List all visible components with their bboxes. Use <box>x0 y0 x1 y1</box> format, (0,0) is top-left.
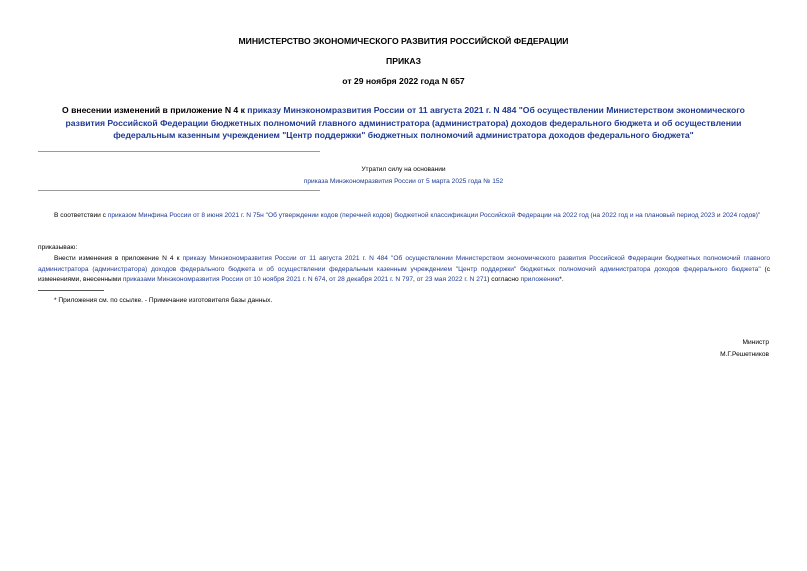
order-271-link[interactable]: от 23 мая 2022 г. N 271 <box>416 276 488 283</box>
divider-bottom <box>38 190 320 191</box>
annulment-order-link[interactable]: приказа Минэкономразвития России от 5 марта 2025 года № 152 <box>303 177 504 185</box>
footnote: * Приложения см. по ссылке. - Примечание изготовителя базы данных. <box>54 297 273 304</box>
document-title <box>42 104 765 142</box>
order-797-link[interactable]: от 28 декабря 2021 г. N 797 <box>329 276 414 283</box>
order-type: ПРИКАЗ <box>386 56 421 66</box>
signer-position: Министр <box>742 339 769 346</box>
order-674-link[interactable]: приказами Минэкономразвития России от 10 ноября 2021 г. N 674 <box>122 276 326 283</box>
divider-top <box>38 151 320 152</box>
signature-block <box>720 337 769 360</box>
signer-name: М.Г.Решетников <box>720 350 769 358</box>
main-prefix: Внести изменения в приложение N 4 к <box>54 255 183 262</box>
main-middle: (с изменениями, внесенными <box>38 265 770 283</box>
footnote-rule <box>38 290 104 291</box>
title-base-order-link[interactable]: приказу Минэкономразвития России от 11 августа 2021 г. N 484 "Об осуществлении Министерством экономического развития Российской Федерации бюджетных полномочий главного администратора (администратора) доходов федерального бюджета и об осуществлении федеральным казенным учреждением "Центр поддержки" бюджетных полномочий администратора доходов федерального бюджета" <box>65 105 745 140</box>
appendix-link[interactable]: приложению <box>520 276 560 283</box>
main-paragraph <box>38 254 770 286</box>
separator: , <box>413 276 417 283</box>
order-date: от 29 ноября 2022 года N 657 <box>342 76 465 86</box>
order-484-link[interactable]: приказу Минэкономразвития России от 11 августа 2021 г. N 484 "Об осуществлении Министерством экономического развития Российской Федерации бюджетных полномочий главного администратора (администратора) доходов федерального бюджета и об осуществлении федеральным казенным учреждением "Центр поддержки" бюджетных полномочий администратора доходов федерального бюджета" <box>38 255 770 273</box>
annulment-note <box>0 164 807 187</box>
title-prefix: О внесении изменений в приложение N 4 к <box>62 105 248 115</box>
annulment-text: Утратил силу на основании <box>361 166 446 173</box>
preamble-paragraph <box>38 211 770 222</box>
separator: , <box>325 276 330 283</box>
preamble-prefix: В соответствии с <box>54 212 108 219</box>
orders-word: приказываю: <box>38 244 78 251</box>
main-end: *. <box>559 276 564 283</box>
minfin-order-link[interactable]: приказом Минфина России от 8 июня 2021 г. N 75н "Об утверждении кодов (перечней кодов) бюджетной классификации Российской Федерации на 2022 год (на 2022 год и на плановый период 2023 и 2024 годов)" <box>107 212 761 219</box>
main-suffix: ) согласно <box>487 276 521 283</box>
ministry-name: МИНИСТЕРСТВО ЭКОНОМИЧЕСКОГО РАЗВИТИЯ РОССИЙСКОЙ ФЕДЕРАЦИИ <box>238 36 569 46</box>
